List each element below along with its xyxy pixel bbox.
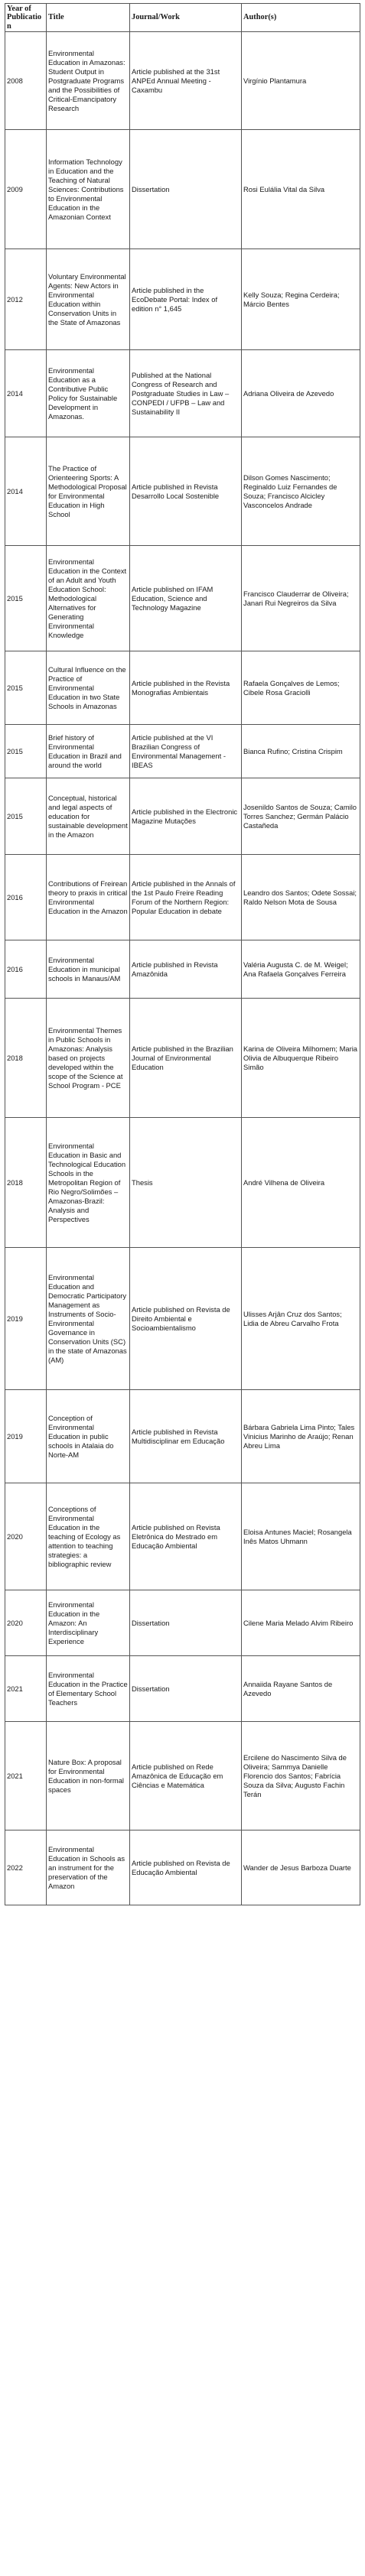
- title-cell: Environmental Education in Schools as an instrument for the preservation of the Amazon: [47, 1830, 130, 1905]
- authors-cell: Virgínio Plantamura: [242, 32, 360, 130]
- journal-cell: Published at the National Congress of Research and Postgraduate Studies in Law – CONPEDI / UFPB – Law and Sustainability II: [130, 350, 242, 437]
- title-cell: The Practice of Orienteering Sports: A Methodological Proposal for Environmental Education in High School: [47, 437, 130, 546]
- publications-table: [5, 3, 360, 1905]
- year-cell: 2014: [5, 437, 47, 546]
- table-row: [5, 437, 360, 546]
- title-cell: Environmental Education in Amazonas: Student Output in Postgraduate Programs and the Possibilities of Critical-Emancipatory Research: [47, 32, 130, 130]
- year-cell: 2014: [5, 350, 47, 437]
- year-cell: 2016: [5, 855, 47, 940]
- year-cell: 2015: [5, 546, 47, 651]
- title-cell: Environmental Education and Democratic Participatory Management as Instruments of Socio-Environmental Governance in Conservation Units (SC) in the state of Amazonas (AM): [47, 1248, 130, 1390]
- year-cell: 2015: [5, 725, 47, 778]
- title-cell: Contributions of Freirean theory to praxis in critical Environmental Education in the Amazon: [47, 855, 130, 940]
- table-row: [5, 249, 360, 350]
- table-row: [5, 1248, 360, 1390]
- journal-cell: Article published in the Electronic Magazine Mutações: [130, 778, 242, 855]
- title-cell: Cultural Influence on the Practice of Environmental Education in two State Schools in Amazonas: [47, 651, 130, 725]
- journal-cell: Dissertation: [130, 130, 242, 249]
- year-cell: 2019: [5, 1390, 47, 1483]
- journal-cell: Article published in the EcoDebate Portal: Index of edition n° 1,645: [130, 249, 242, 350]
- header-title: Title: [47, 4, 130, 32]
- year-cell: 2022: [5, 1830, 47, 1905]
- authors-cell: Wander de Jesus Barboza Duarte: [242, 1830, 360, 1905]
- year-cell: 2008: [5, 32, 47, 130]
- authors-cell: Ercilene do Nascimento Silva de Oliveira; Sammya Danielle Florencio dos Santos; Fabrícia Souza da Silva; Augusto Fachin Terán: [242, 1722, 360, 1830]
- authors-cell: André Vilhena de Oliveira: [242, 1118, 360, 1248]
- header-row: [5, 4, 360, 32]
- title-cell: Conceptual, historical and legal aspects of education for sustainable development in the Amazon: [47, 778, 130, 855]
- year-cell: 2015: [5, 651, 47, 725]
- journal-cell: Article published on Rede Amazônica de Educação em Ciências e Matemática: [130, 1722, 242, 1830]
- table-row: [5, 1390, 360, 1483]
- year-cell: 2012: [5, 249, 47, 350]
- authors-cell: Cilene Maria Melado Alvim Ribeiro: [242, 1590, 360, 1656]
- journal-cell: Article published on Revista de Direito Ambiental e Socioambientalismo: [130, 1248, 242, 1390]
- year-cell: 2020: [5, 1590, 47, 1656]
- journal-cell: Article published in the Brazilian Journal of Environmental Education: [130, 999, 242, 1118]
- title-cell: Environmental Education as a Contributive Public Policy for Sustainable Development in Amazonas.: [47, 350, 130, 437]
- authors-cell: Francisco Clauderrar de Oliveira; Janari Rui Negreiros da Silva: [242, 546, 360, 651]
- table-row: [5, 855, 360, 940]
- journal-cell: Article published at the VI Brazilian Congress of Environmental Management - IBEAS: [130, 725, 242, 778]
- table-row: [5, 940, 360, 999]
- authors-cell: Josenildo Santos de Souza; Camilo Torres Sanchez; Germán Palácio Castañeda: [242, 778, 360, 855]
- title-cell: Conception of Environmental Education in public schools in Atalaia do Norte-AM: [47, 1390, 130, 1483]
- table-row: [5, 999, 360, 1118]
- title-cell: Conceptions of Environmental Education in the teaching of Ecology as attention to teaching strategies: a bibliographic review: [47, 1483, 130, 1590]
- table-row: [5, 1590, 360, 1656]
- table-row: [5, 546, 360, 651]
- year-cell: 2021: [5, 1722, 47, 1830]
- year-cell: 2016: [5, 940, 47, 999]
- table-row: [5, 130, 360, 249]
- authors-cell: Karina de Oliveira Milhomem; Maria Olivia de Albuquerque Ribeiro Simão: [242, 999, 360, 1118]
- title-cell: Environmental Education in Basic and Technological Education Schools in the Metropolitan Region of Rio Negro/Solimões – Amazonas-Brazil: Analysis and Perspectives: [47, 1118, 130, 1248]
- journal-cell: Article published in the Annals of the 1st Paulo Freire Reading Forum of the Northern Region: Popular Education in debate: [130, 855, 242, 940]
- journal-cell: Article published on Revista de Educação Ambiental: [130, 1830, 242, 1905]
- journal-cell: Article published on Revista Eletrônica do Mestrado em Educação Ambiental: [130, 1483, 242, 1590]
- year-cell: 2018: [5, 999, 47, 1118]
- journal-cell: Dissertation: [130, 1656, 242, 1722]
- title-cell: Environmental Education in the Practice of Elementary School Teachers: [47, 1656, 130, 1722]
- journal-cell: Dissertation: [130, 1590, 242, 1656]
- authors-cell: Leandro dos Santos; Odete Sossai; Raldo Nelson Mota de Sousa: [242, 855, 360, 940]
- title-cell: Environmental Education in the Amazon: An Interdisciplinary Experience: [47, 1590, 130, 1656]
- year-cell: 2018: [5, 1118, 47, 1248]
- table-row: [5, 350, 360, 437]
- journal-cell: Article published in Revista Multidisciplinar em Educação: [130, 1390, 242, 1483]
- title-cell: Environmental Education in municipal schools in Manaus/AM: [47, 940, 130, 999]
- year-cell: 2009: [5, 130, 47, 249]
- year-cell: 2020: [5, 1483, 47, 1590]
- year-cell: 2021: [5, 1656, 47, 1722]
- table-row: [5, 1830, 360, 1905]
- authors-cell: Rosi Eulália Vital da Silva: [242, 130, 360, 249]
- title-cell: Brief history of Environmental Education in Brazil and around the world: [47, 725, 130, 778]
- authors-cell: Rafaela Gonçalves de Lemos; Cibele Rosa Graciolli: [242, 651, 360, 725]
- journal-cell: Article published in Revista Amazônida: [130, 940, 242, 999]
- journal-cell: Article published in the Revista Monografias Ambientais: [130, 651, 242, 725]
- authors-cell: Bianca Rufino; Cristina Crispim: [242, 725, 360, 778]
- authors-cell: Adriana Oliveira de Azevedo: [242, 350, 360, 437]
- journal-cell: Article published on IFAM Education, Science and Technology Magazine: [130, 546, 242, 651]
- title-cell: Nature Box: A proposal for Environmental Education in non-formal spaces: [47, 1722, 130, 1830]
- table-row: [5, 778, 360, 855]
- title-cell: Information Technology in Education and the Teaching of Natural Sciences: Contributions to Environmental Education in the Amazonian Context: [47, 130, 130, 249]
- title-cell: Environmental Themes in Public Schools in Amazonas: Analysis based on projects developed within the scope of the Science at School Program - PCE: [47, 999, 130, 1118]
- authors-cell: Bárbara Gabriela Lima Pinto; Tales Vinicius Marinho de Araújo; Renan Abreu Lima: [242, 1390, 360, 1483]
- authors-cell: Eloisa Antunes Maciel; Rosangela Inês Matos Uhmann: [242, 1483, 360, 1590]
- journal-cell: Article published at the 31st ANPEd Annual Meeting - Caxambu: [130, 32, 242, 130]
- year-cell: 2019: [5, 1248, 47, 1390]
- authors-cell: Annaiida Rayane Santos de Azevedo: [242, 1656, 360, 1722]
- header-journal: Journal/Work: [130, 4, 242, 32]
- authors-cell: Kelly Souza; Regina Cerdeira; Márcio Bentes: [242, 249, 360, 350]
- authors-cell: Dilson Gomes Nascimento; Reginaldo Luiz Fernandes de Souza; Francisco Alcicley Vasconcelos Andrade: [242, 437, 360, 546]
- authors-cell: Ulisses Arjân Cruz dos Santos; Lidia de Abreu Carvalho Frota: [242, 1248, 360, 1390]
- table-row: [5, 1483, 360, 1590]
- title-cell: Environmental Education in the Context of an Adult and Youth Education School: Methodological Alternatives for Generating Environmental Knowledge: [47, 546, 130, 651]
- header-year: Year of Publication: [5, 4, 47, 32]
- header-authors: Author(s): [242, 4, 360, 32]
- table-row: [5, 1722, 360, 1830]
- table-row: [5, 725, 360, 778]
- table-row: [5, 1656, 360, 1722]
- year-cell: 2015: [5, 778, 47, 855]
- table-row: [5, 1118, 360, 1248]
- authors-cell: Valéria Augusta C. de M. Weigel; Ana Rafaela Gonçalves Ferreira: [242, 940, 360, 999]
- table-row: [5, 651, 360, 725]
- journal-cell: Thesis: [130, 1118, 242, 1248]
- table-row: [5, 32, 360, 130]
- journal-cell: Article published in Revista Desarrollo Local Sostenible: [130, 437, 242, 546]
- title-cell: Voluntary Environmental Agents: New Actors in Environmental Education within Conservation Units in the State of Amazonas: [47, 249, 130, 350]
